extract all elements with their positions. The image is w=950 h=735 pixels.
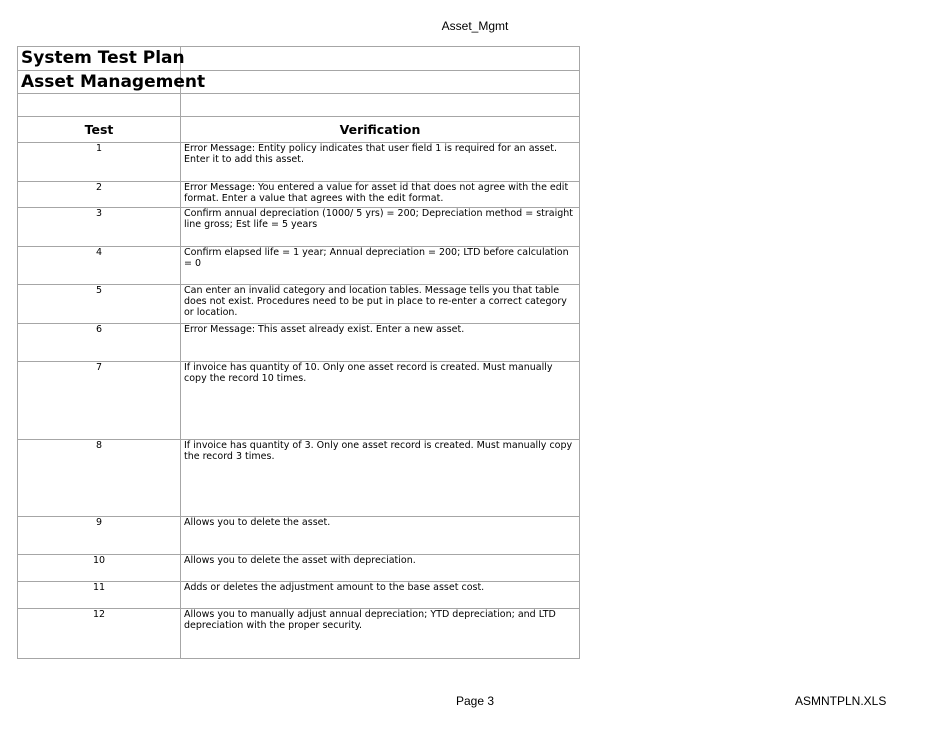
table-row bbox=[18, 582, 580, 609]
verification-text: Allows you to delete the asset with depreciation. bbox=[181, 555, 580, 582]
sheet-subtitle: Asset Management bbox=[18, 71, 181, 94]
test-number: 9 bbox=[18, 517, 181, 555]
test-number: 6 bbox=[18, 324, 181, 362]
test-number: 10 bbox=[18, 555, 181, 582]
title-row-1 bbox=[18, 47, 580, 71]
test-number: 1 bbox=[18, 143, 181, 182]
table-row bbox=[18, 609, 580, 659]
verification-text: Can enter an invalid category and location tables. Message tells you that table does not exist. Procedures need to be put in place to re-enter a correct category or location. bbox=[181, 285, 580, 324]
page-number: Page 3 bbox=[456, 694, 495, 708]
verification-text: If invoice has quantity of 3. Only one asset record is created. Must manually copy the record 3 times. bbox=[181, 440, 580, 517]
column-header-test: Test bbox=[18, 117, 181, 143]
verification-text: Allows you to manually adjust annual depreciation; YTD depreciation; and LTD depreciation with the proper security. bbox=[181, 609, 580, 659]
table-row bbox=[18, 143, 580, 182]
table-row bbox=[18, 182, 580, 208]
test-plan-table bbox=[17, 46, 580, 659]
column-header-verification: Verification bbox=[181, 117, 580, 143]
test-number: 3 bbox=[18, 208, 181, 247]
verification-text: Error Message: This asset already exist. Enter a new asset. bbox=[181, 324, 580, 362]
file-name: ASMNTPLN.XLS bbox=[795, 694, 887, 708]
blank-row bbox=[18, 94, 580, 117]
sheet-title: System Test Plan bbox=[18, 47, 181, 71]
verification-text: Confirm annual depreciation (1000/ 5 yrs) = 200; Depreciation method = straight line gross; Est life = 5 years bbox=[181, 208, 580, 247]
test-number: 4 bbox=[18, 247, 181, 285]
test-number: 8 bbox=[18, 440, 181, 517]
table-row bbox=[18, 362, 580, 440]
verification-text: Allows you to delete the asset. bbox=[181, 517, 580, 555]
verification-text: Confirm elapsed life = 1 year; Annual depreciation = 200; LTD before calculation = 0 bbox=[181, 247, 580, 285]
page-header-title: Asset_Mgmt bbox=[441, 19, 509, 33]
table-row bbox=[18, 285, 580, 324]
verification-text: Adds or deletes the adjustment amount to the base asset cost. bbox=[181, 582, 580, 609]
table-row bbox=[18, 517, 580, 555]
verification-text: Error Message: You entered a value for asset id that does not agree with the edit format. Enter a value that agrees with the edit format. bbox=[181, 182, 580, 208]
table-row bbox=[18, 440, 580, 517]
verification-text: If invoice has quantity of 10. Only one asset record is created. Must manually copy the record 10 times. bbox=[181, 362, 580, 440]
verification-text: Error Message: Entity policy indicates that user field 1 is required for an asset. Enter it to add this asset. bbox=[181, 143, 580, 182]
test-number: 5 bbox=[18, 285, 181, 324]
table-row bbox=[18, 208, 580, 247]
title-row-2 bbox=[18, 71, 580, 94]
table-row bbox=[18, 555, 580, 582]
table-row bbox=[18, 247, 580, 285]
table-row bbox=[18, 324, 580, 362]
test-number: 11 bbox=[18, 582, 181, 609]
test-number: 12 bbox=[18, 609, 181, 659]
column-header-row bbox=[18, 117, 580, 143]
test-number: 7 bbox=[18, 362, 181, 440]
test-number: 2 bbox=[18, 182, 181, 208]
